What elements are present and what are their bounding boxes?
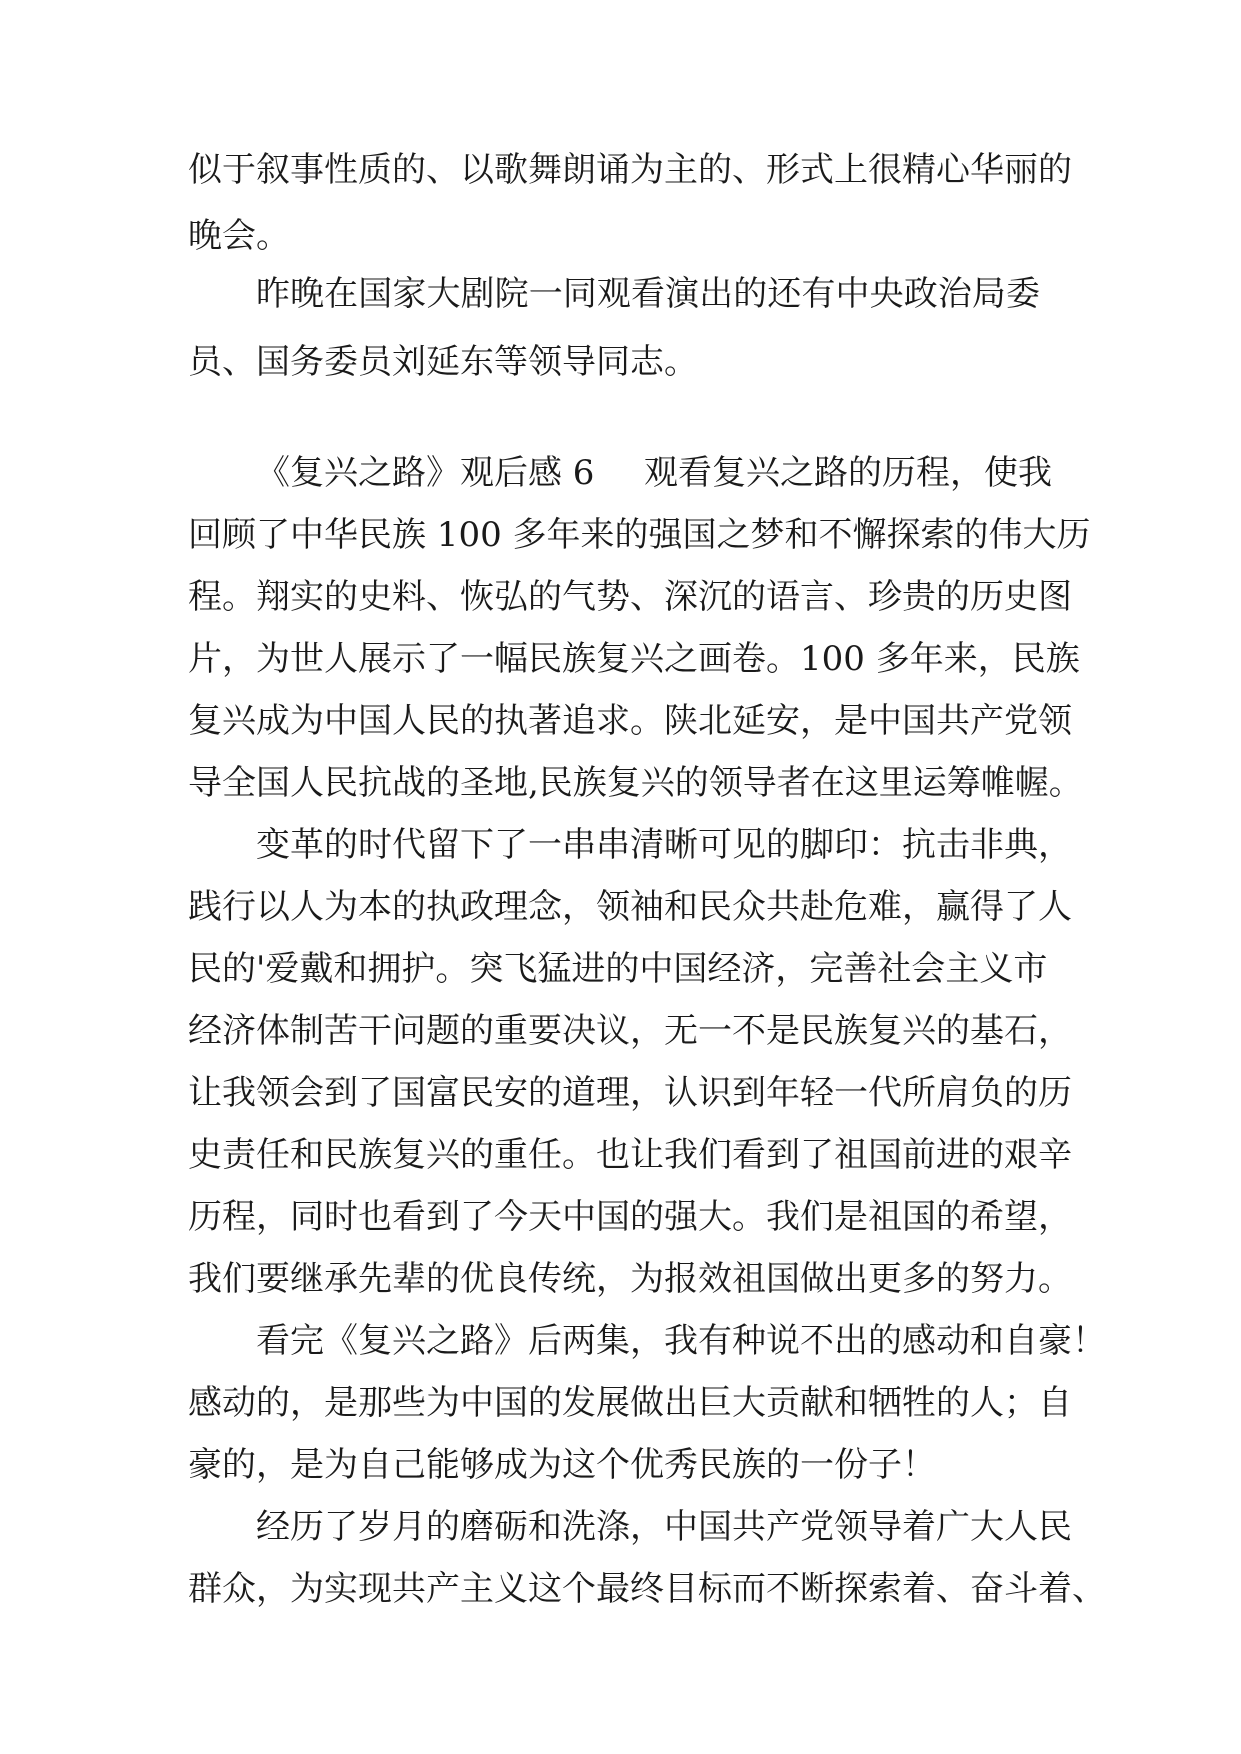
text-line: 让我领会到了国富民安的道理，认识到年轻一代所肩负的历 xyxy=(188,1073,1072,1113)
paragraph-start: 看完《复兴之路》后两集，我有种说不出的感动和自豪！ xyxy=(256,1321,1106,1361)
section-heading: 《复兴之路》观后感 6 xyxy=(256,453,595,493)
paragraph-start: 变革的时代留下了一串串清晰可见的脚印：抗击非典， xyxy=(256,825,1072,865)
text-line: 导全国人民抗战的圣地,民族复兴的领导者在这里运筹帷幄。 xyxy=(188,763,1083,803)
text-line: 我们要继承先辈的优良传统，为报效祖国做出更多的努力。 xyxy=(188,1259,1072,1299)
text-line: 晚会。 xyxy=(188,216,290,256)
text-line: 似于叙事性质的、以歌舞朗诵为主的、形式上很精心华丽的 xyxy=(188,150,1072,190)
text-line: 回顾了中华民族 100 多年来的强国之梦和不懈探索的伟大历 xyxy=(188,515,1091,555)
paragraph-start: 经历了岁月的磨砺和洗涤，中国共产党领导着广大人民 xyxy=(256,1507,1072,1547)
text-line: 民的'爱戴和拥护。突飞猛进的中国经济，完善社会主义市 xyxy=(188,949,1048,989)
text-line: 程。翔实的史料、恢弘的气势、深沉的语言、珍贵的历史图 xyxy=(188,577,1072,617)
text-line: 复兴成为中国人民的执著追求。陕北延安，是中国共产党领 xyxy=(188,701,1072,741)
paragraph-start: 昨晚在国家大剧院一同观看演出的还有中央政治局委 xyxy=(256,274,1040,314)
paragraph-start: 观看复兴之路的历程，使我 xyxy=(644,453,1052,493)
text-line: 践行以人为本的执政理念，领袖和民众共赴危难，赢得了人 xyxy=(188,887,1072,927)
text-line: 感动的，是那些为中国的发展做出巨大贡献和牺牲的人；自 xyxy=(188,1383,1072,1423)
text-line: 历程，同时也看到了今天中国的强大。我们是祖国的希望， xyxy=(188,1197,1072,1237)
text-line: 豪的，是为自己能够成为这个优秀民族的一份子！ xyxy=(188,1445,936,1485)
text-line: 员、国务委员刘延东等领导同志。 xyxy=(188,342,698,382)
text-line: 史责任和民族复兴的重任。也让我们看到了祖国前进的艰辛 xyxy=(188,1135,1072,1175)
text-line: 片，为世人展示了一幅民族复兴之画卷。100 多年来，民族 xyxy=(188,639,1080,679)
text-line: 经济体制苦干问题的重要决议，无一不是民族复兴的基石， xyxy=(188,1011,1072,1051)
text-line: 群众，为实现共产主义这个最终目标而不断探索着、奋斗着、 xyxy=(188,1569,1106,1609)
